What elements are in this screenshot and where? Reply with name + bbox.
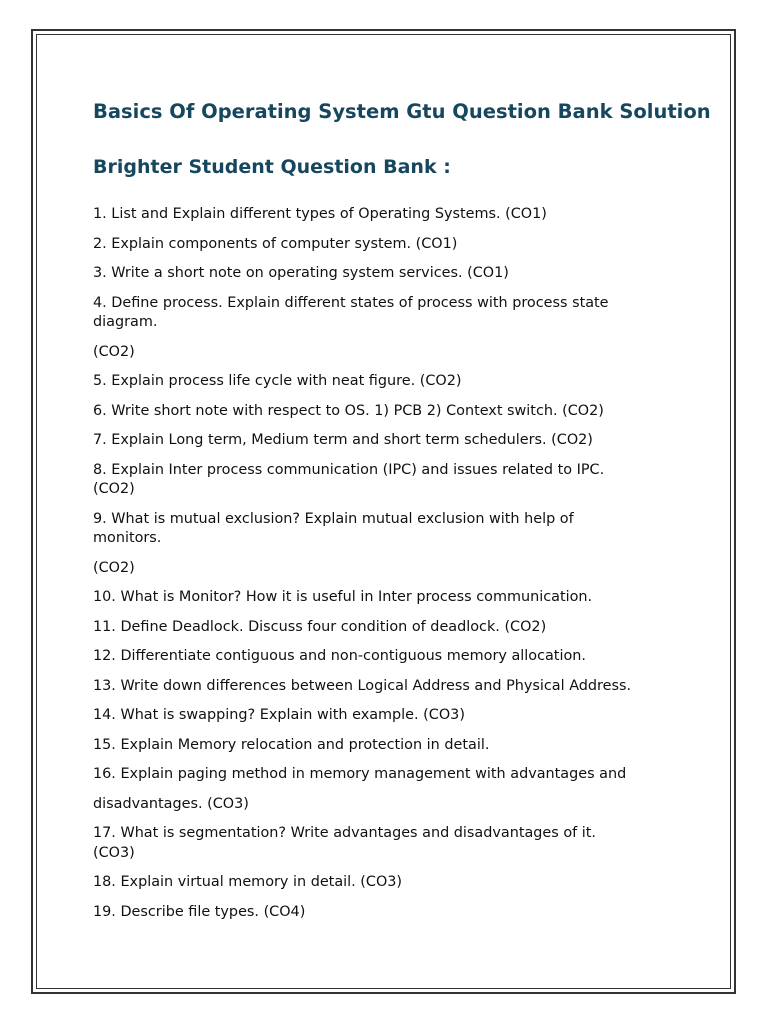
question-line: 16. Explain paging method in memory management with advantages and (93, 766, 627, 782)
question-line: disadvantages. (CO3) (93, 795, 249, 812)
question-line: monitors. (93, 530, 162, 546)
question-line: 8. Explain Inter process communication (IPC) and issues related to IPC. (93, 461, 605, 478)
question-line: 5. Explain process life cycle with neat figure. (CO2) (93, 373, 462, 389)
question-line: diagram. (93, 314, 158, 330)
question-line: 2. Explain components of computer system. (CO1) (93, 235, 458, 252)
question-list (93, 205, 693, 922)
question-line: 19. Describe file types. (CO4) (93, 903, 306, 920)
question-line: 1. List and Explain different types of Operating Systems. (CO1) (93, 206, 547, 222)
question-line: 18. Explain virtual memory in detail. (CO3) (93, 874, 403, 890)
question-line: 3. Write a short note on operating system services. (CO1) (93, 265, 509, 281)
question-line: (CO2) (93, 559, 135, 576)
question-line: 7. Explain Long term, Medium term and short term schedulers. (CO2) (93, 432, 593, 448)
question-line: 14. What is swapping? Explain with example. (CO3) (93, 707, 465, 723)
question-line: 11. Define Deadlock. Discuss four condition of deadlock. (CO2) (93, 618, 547, 635)
document-body (93, 98, 711, 922)
question-line: 17. What is segmentation? Write advantages and disadvantages of it. (93, 825, 596, 841)
question-line: 9. What is mutual exclusion? Explain mutual exclusion with help of (93, 510, 574, 527)
question-line: 10. What is Monitor? How it is useful in Inter process communication. (93, 589, 593, 605)
question-line: (CO2) (93, 481, 135, 497)
question-line: (CO3) (93, 844, 135, 861)
question-line: 4. Define process. Explain different states of process with process state (93, 294, 609, 311)
question-line: (CO2) (93, 343, 135, 360)
question-line: 6. Write short note with respect to OS. 1) PCB 2) Context switch. (CO2) (93, 402, 604, 419)
question-line: 13. Write down differences between Logical Address and Physical Address. (93, 677, 632, 694)
document-title: Basics Of Operating System Gtu Question Bank Solution (93, 100, 711, 123)
document-subtitle: Brighter Student Question Bank : (93, 156, 451, 178)
question-line: 12. Differentiate contiguous and non-contiguous memory allocation. (93, 648, 586, 664)
question-line: 15. Explain Memory relocation and protection in detail. (93, 736, 490, 753)
